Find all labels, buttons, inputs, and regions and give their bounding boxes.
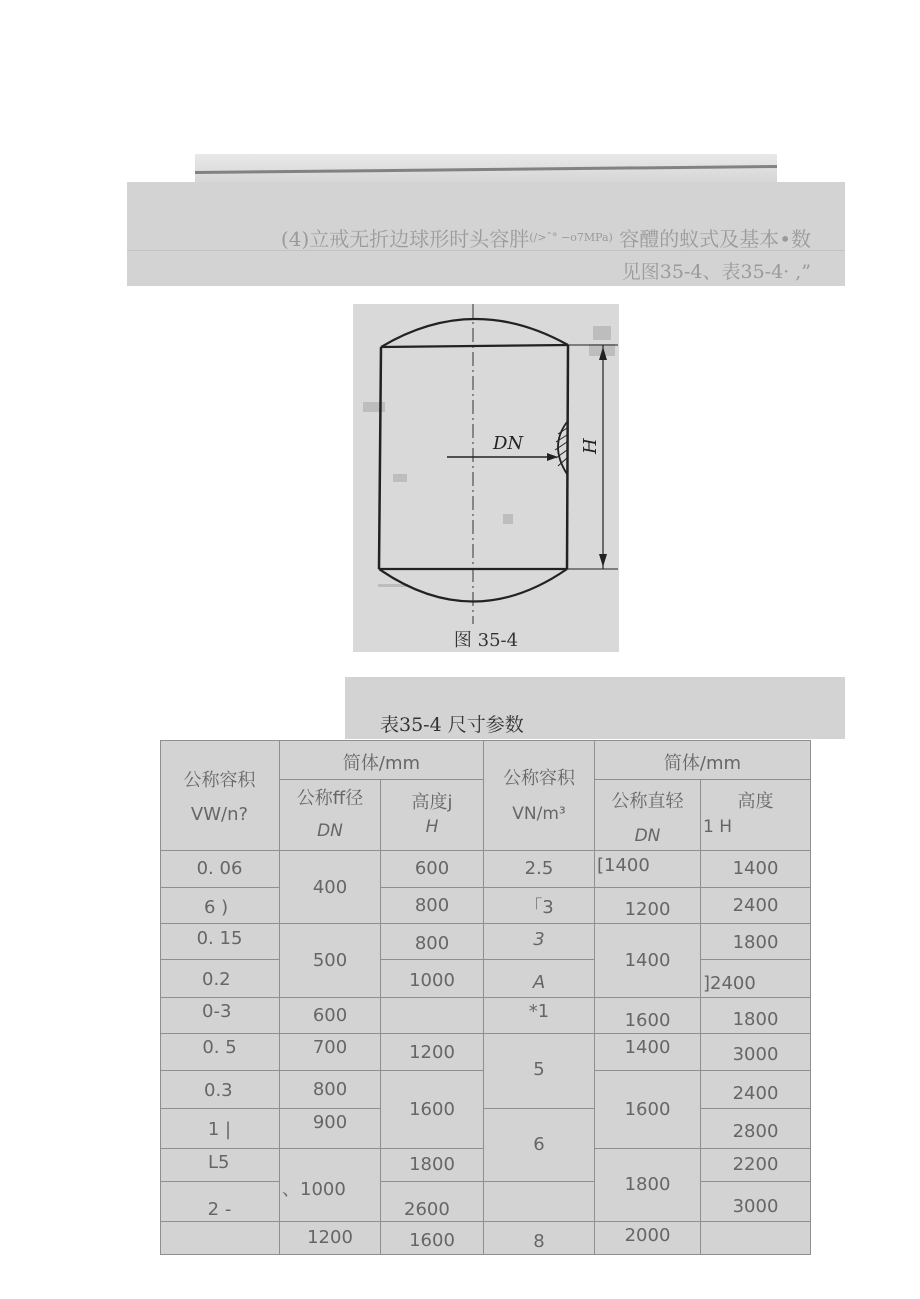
cell-text: 1 | bbox=[207, 1119, 232, 1140]
left-dn-cell bbox=[280, 924, 381, 998]
intro-band bbox=[127, 182, 845, 286]
header-right-dn bbox=[595, 780, 701, 851]
right-dn-cell bbox=[595, 1071, 701, 1149]
shell-right bbox=[567, 345, 568, 569]
cell-text: 3 bbox=[533, 929, 545, 950]
left-h-cell bbox=[381, 924, 484, 960]
left-volume-cell bbox=[160, 998, 280, 1034]
header-left-body-label: 简体/mm bbox=[342, 753, 421, 774]
cell-text: 1400 bbox=[732, 858, 779, 879]
cell-text: 2.5 bbox=[524, 858, 554, 879]
top-seam bbox=[381, 345, 568, 347]
cell-text: 600 bbox=[312, 1005, 348, 1026]
right-dn-cell bbox=[595, 851, 701, 888]
header-right-h-label: 高度 bbox=[737, 791, 774, 812]
right-volume-cell bbox=[484, 960, 595, 998]
left-h-cell bbox=[381, 1222, 484, 1255]
right-volume-cell bbox=[484, 888, 595, 924]
scan-line bbox=[195, 165, 777, 174]
left-volume-cell bbox=[160, 1034, 280, 1071]
cell-text: 0.2 bbox=[202, 969, 231, 990]
cell-text: 0. 06 bbox=[196, 858, 243, 879]
cell-text: 0. 15 bbox=[196, 928, 243, 949]
header-left-dn bbox=[280, 780, 381, 851]
header-left-body bbox=[280, 740, 484, 780]
figure-caption: 图 35-4 bbox=[453, 630, 519, 651]
cell-text: 3000 bbox=[732, 1044, 779, 1065]
cell-text: 1000 bbox=[409, 970, 455, 991]
header-left-volume-label: 公称容积 bbox=[183, 770, 256, 791]
intro-line-2: 见图35-4、表35-4· ,” bbox=[621, 261, 811, 283]
right-h-cell bbox=[701, 1071, 811, 1109]
header-right-h-symbol: 1 H bbox=[703, 817, 733, 837]
cell-text: 「3 bbox=[524, 897, 554, 918]
right-dn-cell bbox=[595, 998, 701, 1034]
left-volume-cell bbox=[160, 1109, 280, 1149]
cell-text: 5 bbox=[533, 1059, 545, 1080]
intro-line-1-end: 容醴的蚁式及基本•数 bbox=[619, 227, 811, 251]
cell-text: 2 - bbox=[207, 1199, 232, 1220]
right-h-cell bbox=[701, 960, 811, 998]
left-dn-cell bbox=[280, 1071, 381, 1109]
right-dn-cell bbox=[595, 1222, 701, 1255]
cell-text: 1200 bbox=[307, 1227, 353, 1248]
right-dn-cell bbox=[595, 888, 701, 924]
cell-text: 800 bbox=[414, 895, 450, 916]
dimension-table bbox=[160, 740, 811, 1255]
cell-text: 8 bbox=[533, 1231, 545, 1252]
left-h-cell bbox=[381, 1182, 484, 1222]
left-volume-cell bbox=[160, 851, 280, 888]
left-dn-cell bbox=[280, 1034, 381, 1071]
right-dn-cell bbox=[595, 1034, 701, 1071]
left-volume-cell bbox=[160, 1149, 280, 1182]
cell-text: 2600 bbox=[404, 1199, 450, 1220]
cell-text: 1800 bbox=[732, 1009, 779, 1030]
left-dn-cell bbox=[280, 998, 381, 1034]
header-right-body-label: 简体/mm bbox=[663, 753, 742, 774]
header-left-volume bbox=[160, 740, 280, 851]
header-right-dn-symbol: DN bbox=[634, 826, 661, 846]
cell-text: 500 bbox=[312, 950, 348, 971]
right-dn-cell bbox=[595, 1149, 701, 1222]
cell-text: 6 bbox=[533, 1134, 545, 1155]
left-dn-cell bbox=[280, 1222, 381, 1255]
header-left-h bbox=[381, 780, 484, 851]
left-volume-cell bbox=[160, 1071, 280, 1109]
left-volume-cell bbox=[160, 1182, 280, 1222]
right-dn-cell bbox=[595, 924, 701, 998]
dn-arrowhead bbox=[547, 453, 558, 461]
right-h-cell bbox=[701, 924, 811, 960]
left-volume-cell bbox=[160, 1222, 280, 1255]
header-left-h-label: 高度j bbox=[411, 792, 453, 813]
cell-text: 0.3 bbox=[204, 1080, 233, 1101]
left-dn-cell bbox=[280, 1109, 381, 1149]
header-right-volume-label: 公称容积 bbox=[503, 768, 575, 789]
right-volume-cell bbox=[484, 1109, 595, 1182]
header-left-dn-symbol: DN bbox=[317, 821, 343, 841]
left-h-cell bbox=[381, 851, 484, 888]
left-h-cell bbox=[381, 888, 484, 924]
cell-text: 、1000 bbox=[282, 1179, 346, 1200]
vessel-figure bbox=[353, 304, 619, 652]
right-h-cell bbox=[701, 888, 811, 924]
cell-text: 2800 bbox=[732, 1121, 779, 1142]
cell-text: 0. 5 bbox=[202, 1037, 237, 1058]
cell-text: 1600 bbox=[624, 1010, 671, 1031]
header-right-h bbox=[701, 780, 811, 851]
left-dn-cell bbox=[280, 851, 381, 924]
cell-text: 6 ) bbox=[204, 897, 229, 918]
left-h-cell bbox=[381, 960, 484, 998]
right-volume-cell bbox=[484, 924, 595, 960]
cell-text: *1 bbox=[528, 1001, 550, 1022]
cell-text: 800 bbox=[414, 933, 450, 954]
table-title: 表35-4 尺寸参数 bbox=[380, 714, 524, 736]
header-left-dn-label: 公称ff径 bbox=[296, 788, 364, 809]
cell-text: 1800 bbox=[732, 932, 779, 953]
cell-text: 1200 bbox=[409, 1042, 455, 1063]
cell-text: 1400 bbox=[624, 1037, 671, 1058]
cell-text: 2200 bbox=[732, 1154, 779, 1175]
left-h-cell bbox=[381, 1034, 484, 1071]
cell-text: 1800 bbox=[409, 1154, 455, 1175]
cell-text: 400 bbox=[312, 877, 348, 898]
nozzle bbox=[558, 422, 567, 474]
left-dn-cell bbox=[280, 1149, 381, 1222]
h-label: H bbox=[580, 438, 601, 454]
cell-text: 1200 bbox=[624, 899, 671, 920]
scanned-strip bbox=[195, 154, 777, 182]
cell-text: L5 bbox=[208, 1152, 230, 1173]
right-volume-cell bbox=[484, 851, 595, 888]
left-h-cell bbox=[381, 998, 484, 1034]
header-right-volume bbox=[484, 740, 595, 851]
cell-text: 1400 bbox=[624, 950, 671, 971]
cell-text: 3000 bbox=[732, 1196, 779, 1217]
right-volume-cell bbox=[484, 998, 595, 1034]
right-h-cell bbox=[701, 1222, 811, 1255]
top-head bbox=[381, 319, 568, 347]
h-arrow-bottom bbox=[599, 554, 607, 567]
cell-text: 600 bbox=[414, 858, 450, 879]
right-h-cell bbox=[701, 1182, 811, 1222]
cell-text: 0-3 bbox=[202, 1001, 232, 1022]
right-volume-cell bbox=[484, 1222, 595, 1255]
right-h-cell bbox=[701, 1034, 811, 1071]
shell-left bbox=[379, 347, 381, 569]
right-volume-cell bbox=[484, 1034, 595, 1109]
right-h-cell bbox=[701, 1109, 811, 1149]
cell-text: ]2400 bbox=[703, 973, 756, 994]
cell-text: 1800 bbox=[624, 1174, 671, 1195]
right-h-cell bbox=[701, 1149, 811, 1182]
header-left-h-symbol: H bbox=[425, 817, 439, 837]
header-right-dn-label: 公称直轻 bbox=[611, 791, 684, 812]
cell-text: A bbox=[532, 972, 546, 993]
cell-text: 2400 bbox=[732, 1083, 779, 1104]
dn-label: DN bbox=[493, 433, 524, 454]
cell-text: 1600 bbox=[624, 1099, 671, 1120]
cell-text: 1600 bbox=[409, 1099, 455, 1120]
cell-text: 800 bbox=[312, 1079, 348, 1100]
cell-text: 1600 bbox=[409, 1230, 455, 1251]
left-volume-cell bbox=[160, 924, 280, 960]
cell-text: 2400 bbox=[732, 895, 779, 916]
left-h-cell bbox=[381, 1071, 484, 1149]
intro-line-1 bbox=[281, 223, 811, 252]
left-h-cell bbox=[381, 1149, 484, 1182]
cell-text: 900 bbox=[312, 1112, 348, 1133]
right-h-cell bbox=[701, 851, 811, 888]
intro-line-1-small: (/>ˆ° −o7MPa) bbox=[529, 231, 613, 244]
header-right-volume-unit: VN/m³ bbox=[512, 804, 566, 824]
right-h-cell bbox=[701, 998, 811, 1034]
cell-text: [1400 bbox=[597, 855, 650, 876]
right-volume-cell bbox=[484, 1182, 595, 1222]
intro-line-1-main: (4)立戒无折边球形时头容胖 bbox=[280, 227, 530, 251]
header-right-body bbox=[595, 740, 811, 780]
header-left-volume-unit: VW/n? bbox=[190, 804, 249, 825]
cell-text: 2000 bbox=[624, 1225, 671, 1246]
left-volume-cell bbox=[160, 960, 280, 998]
left-volume-cell bbox=[160, 888, 280, 924]
vessel-drawing bbox=[353, 304, 619, 652]
cell-text: 700 bbox=[312, 1037, 348, 1058]
